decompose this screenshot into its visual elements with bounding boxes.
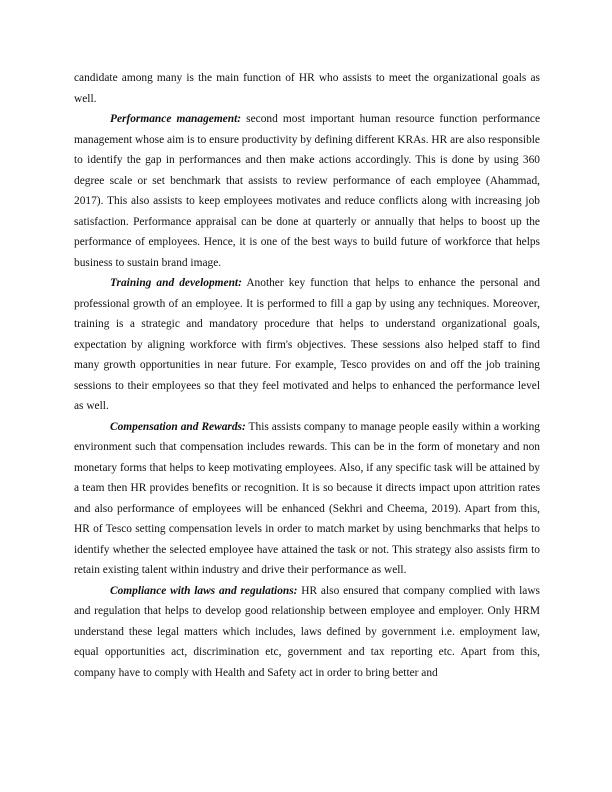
paragraph-heading: Training and development: (110, 277, 242, 289)
paragraph-training-development (74, 273, 540, 417)
paragraph-text: This assists company to manage people easily within a working environment such that compensation includes rewards. This can be in the form of monetary and non monetary forms that helps to keep motivating employees. Also, if any specific task will be attained by a team then HR provides benefits or recognition. It is so because it directs impact upon attrition rates and also performance of employees will be enhanced (Sekhri and Cheema, 2019). Apart from this, HR of Tesco setting compensation levels in order to match market by using benchmarks that helps to identify whether the selected employee have attained the task or not. This strategy also assists firm to retain existing talent within industry and drive their performance as well. (74, 420, 540, 576)
paragraph-compliance-laws (74, 581, 540, 684)
document-body (74, 68, 540, 683)
paragraph-performance-management (74, 109, 540, 273)
paragraph-text: candidate among many is the main function of HR who assists to meet the organizational goals as well. (74, 72, 540, 105)
paragraph-compensation-rewards (74, 417, 540, 581)
paragraph-heading: Compliance with laws and regulations: (110, 584, 298, 597)
paragraph-heading: Performance management: (110, 113, 242, 125)
paragraph-text: second most important human resource function performance management whose aim is to ensure productivity by defining different KRAs. HR are also responsible to identify the gap in performances and then make actions accordingly. This is done by using 360 degree scale or set benchmark that assists to review performance of each employee (Ahammad, 2017). This also assists to keep employees motivates and reduce conflicts along with increasing job satisfaction. Performance appraisal can be done at quarterly or annually that helps to boost up the performance of employees. Hence, it is one of the best ways to build future of workforce that helps business to sustain brand image. (74, 113, 540, 269)
paragraph-continuation (74, 68, 540, 109)
paragraph-heading: Compensation and Rewards: (110, 420, 246, 433)
paragraph-text: Another key function that helps to enhance the personal and professional growth of an employee. It is performed to fill a gap by using any techniques. Moreover, training is a strategic and mandatory procedure that helps to understand organizational goals, expectation by aligning workforce with firm's objectives. These sessions also helped staff to find many growth opportunities in near future. For example, Tesco provides on and off the job training sessions to their employees so that they feel motivated and helps to enhanced the performance level as well. (74, 277, 541, 412)
paragraph-text: HR also ensured that company complied with laws and regulation that helps to develop good relationship between employee and employer. Only HRM understand these legal matters which includes, laws defined by government i.e. employment law, equal opportunities act, discrimination etc, government and tax reporting etc. Apart from this, company have to comply with Health and Safety act in order to bring better and (74, 584, 540, 679)
